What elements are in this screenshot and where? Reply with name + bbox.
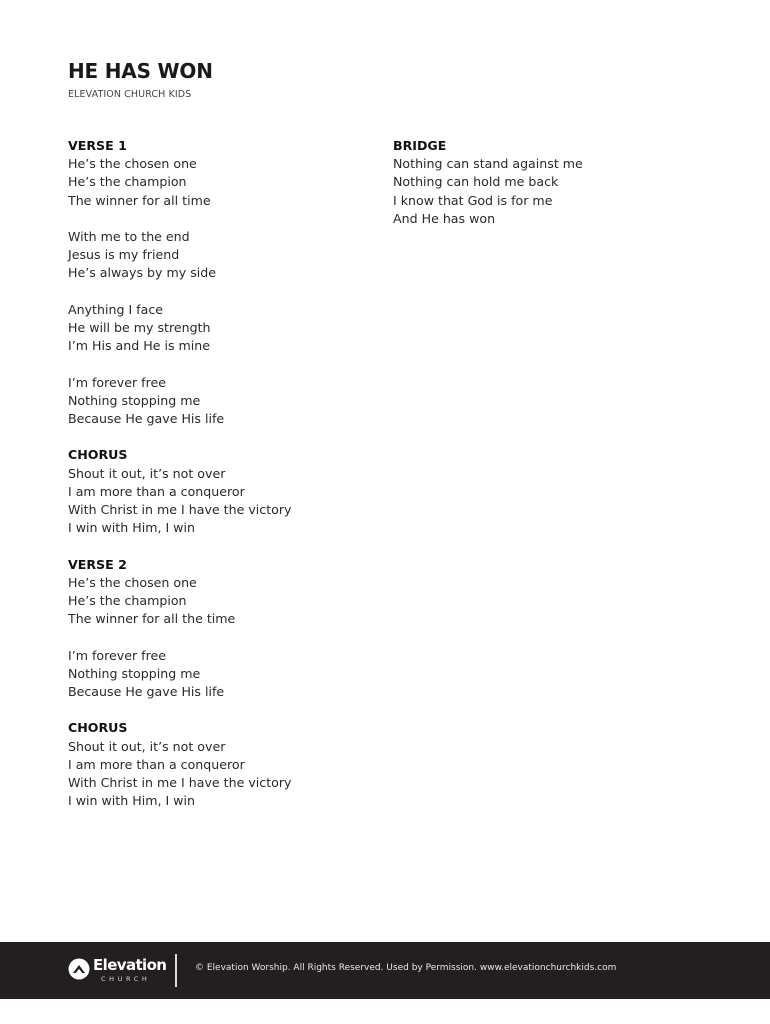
lyric-line: He’s the champion	[68, 174, 187, 190]
lyric-line: The winner for all time	[68, 192, 211, 208]
lyrics-column-right	[393, 137, 733, 246]
lyric-block	[68, 556, 368, 629]
lyric-line: With me to the end	[68, 229, 190, 244]
lyric-block	[68, 374, 368, 429]
lyric-block	[68, 446, 368, 537]
lyric-line: Because He gave His life	[68, 684, 225, 699]
lyric-block	[68, 647, 368, 702]
lyric-line: Nothing stopping me	[68, 392, 201, 408]
lyric-line: Nothing can hold me back	[393, 174, 559, 190]
footer-divider	[175, 954, 177, 987]
lyric-line: I win with Him, I win	[68, 520, 195, 536]
copyright-notice: © Elevation Worship. All Rights Reserved. Used by Permission. www.elevationchurchkids.com	[195, 963, 617, 973]
lyric-block	[68, 137, 368, 210]
lyric-block	[68, 719, 368, 810]
lyric-line: With Christ in me I have the victory	[68, 502, 292, 517]
elevation-logo	[68, 956, 168, 986]
lyric-block	[393, 137, 733, 228]
lyric-line: The winner for all the time	[68, 611, 236, 627]
lyric-line: With Christ in me I have the victory	[68, 775, 292, 790]
lyric-line: He will be my strength	[68, 320, 211, 335]
footer-bar	[0, 942, 770, 999]
lyric-line: Anything I face	[68, 301, 163, 317]
lyric-line: And He has won	[393, 210, 496, 226]
logo-wordmark: Elevation	[93, 956, 167, 974]
lyric-line: Shout it out, it’s not over	[68, 465, 226, 481]
lyric-line: I am more than a conqueror	[68, 756, 245, 772]
lyric-line: I’m forever free	[68, 647, 166, 663]
logo-subtext: CHURCH	[101, 975, 151, 983]
section-heading: CHORUS	[68, 720, 128, 736]
lyric-line: I’m forever free	[68, 374, 166, 390]
lyric-line: Shout it out, it’s not over	[68, 738, 226, 754]
lyric-block	[68, 301, 368, 356]
lyric-line: I’m His and He is mine	[68, 338, 210, 354]
lyric-line: He’s always by my side	[68, 265, 217, 281]
lyric-line: He’s the champion	[68, 593, 187, 608]
page-subtitle: ELEVATION CHURCH KIDS	[68, 89, 192, 100]
lyric-line: He’s the chosen one	[68, 574, 197, 590]
section-heading: VERSE 1	[68, 138, 127, 153]
lyric-line: Because He gave His life	[68, 411, 225, 426]
lyric-line: I win with Him, I win	[68, 793, 195, 809]
lyrics-column-left	[68, 137, 368, 829]
lyric-line: Jesus is my friend	[68, 247, 180, 263]
section-heading: CHORUS	[68, 447, 128, 463]
elevation-logo-mark-icon	[68, 958, 90, 984]
section-heading: VERSE 2	[68, 556, 127, 572]
lyric-line: I am more than a conqueror	[68, 483, 245, 499]
lyric-line: Nothing stopping me	[68, 665, 201, 681]
lyric-block	[68, 228, 368, 283]
lyric-line: He’s the chosen one	[68, 156, 197, 172]
lyric-line: Nothing can stand against me	[393, 156, 583, 172]
page-title: HE HAS WON	[68, 59, 213, 83]
section-heading: BRIDGE	[393, 138, 447, 153]
lyric-line: I know that God is for me	[393, 192, 553, 208]
